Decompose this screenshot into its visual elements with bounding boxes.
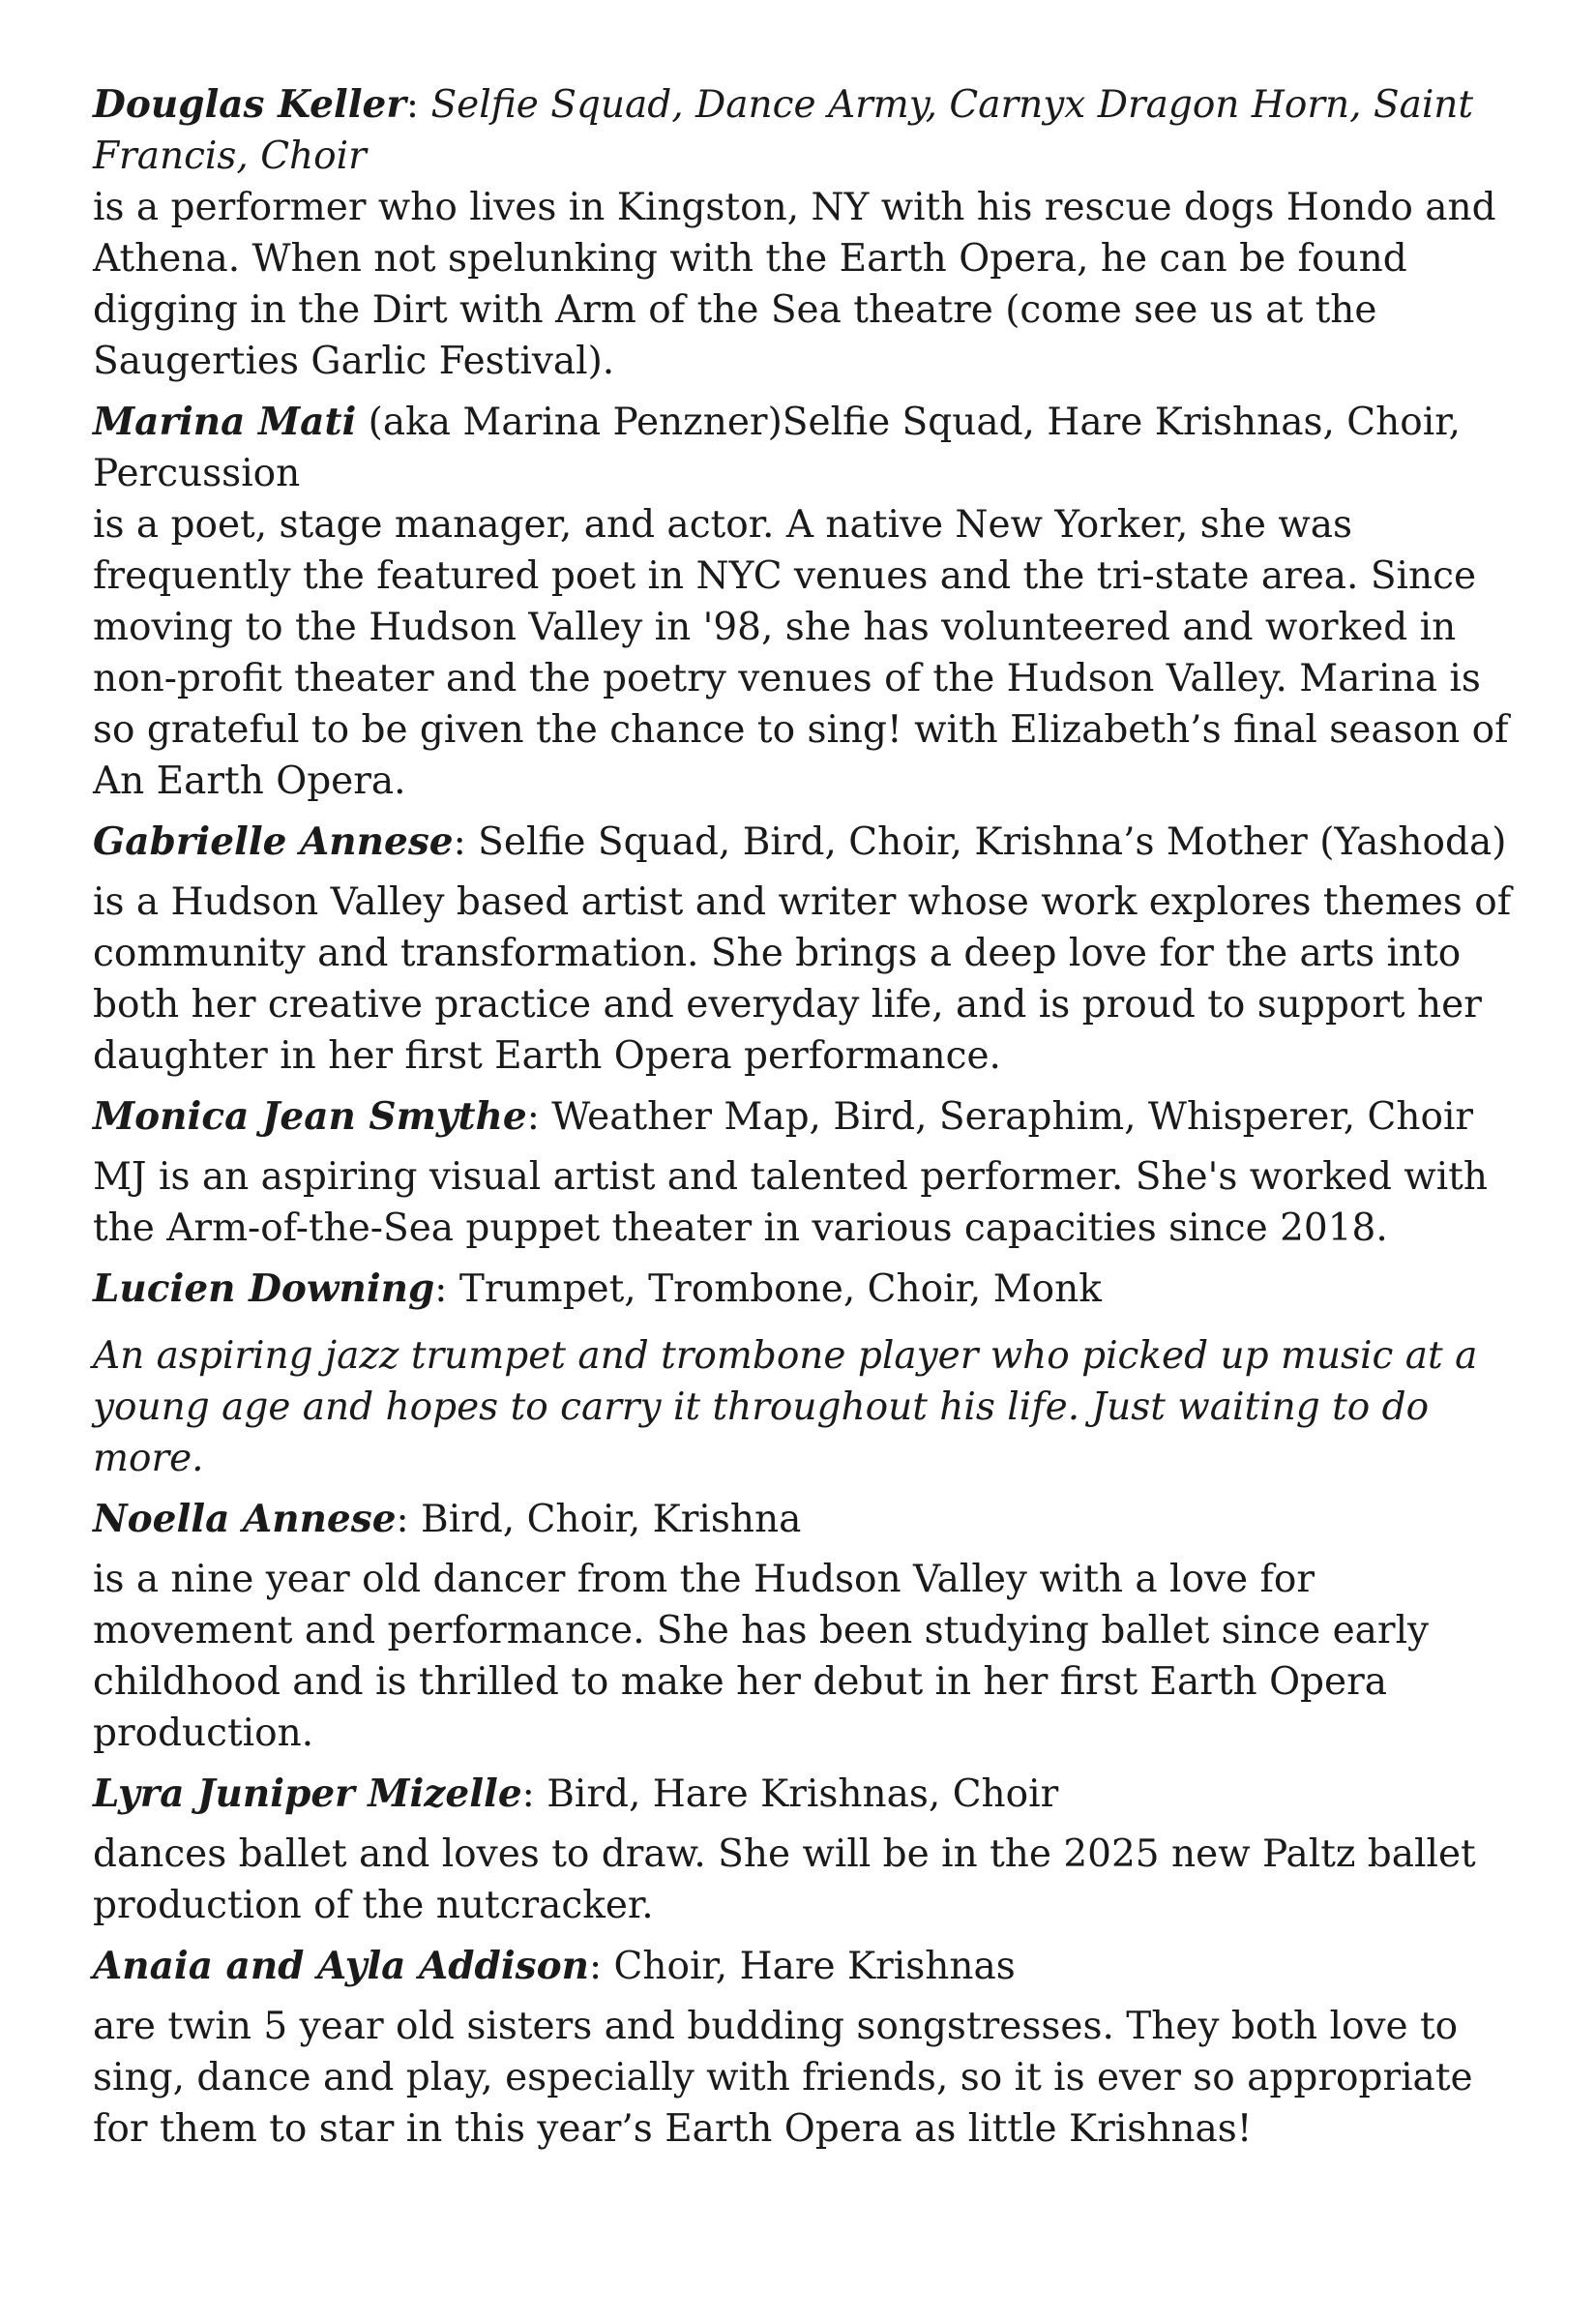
bio-entry-marina-mati — [93, 397, 1515, 807]
separator: : — [396, 1498, 409, 1541]
bio-entry-gabrielle-annese — [93, 817, 1515, 1082]
bio-heading — [93, 79, 1515, 182]
performer-name: Marina Mati — [93, 400, 357, 444]
separator: : — [521, 1772, 535, 1816]
bio-heading — [93, 1769, 1515, 1820]
performer-roles: Bird, Choir, Krishna — [408, 1498, 802, 1541]
bio-heading — [93, 1494, 1515, 1545]
performer-roles: Trumpet, Trombone, Choir, Monk — [447, 1267, 1102, 1311]
performer-name: Noella Annese — [93, 1497, 397, 1541]
bio-heading — [93, 1941, 1515, 1992]
performer-roles: Weather Map, Bird, Seraphim, Whisperer, Choir — [539, 1095, 1474, 1139]
performer-roles: Selfie Squad, Dance Army, Carnyx Dragon Horn, Saint Francis, Choir — [93, 83, 1474, 178]
performer-bio: is a performer who lives in Kingston, NY with his rescue dogs Hondo and Athena. When not spelunking with the Earth Opera, he can be found digging in the Dirt with Arm of the Sea theatre (come see us at the Saugerties Garlic Festival). — [93, 186, 1496, 383]
bio-heading — [93, 1091, 1515, 1143]
performer-bio: dances ballet and loves to draw. She will be in the 2025 new Paltz ballet production of the nutcracker. — [93, 1832, 1476, 1927]
performer-name: Anaia and Ayla Addison — [93, 1944, 589, 1988]
performer-roles: Choir, Hare Krishnas — [602, 1945, 1016, 1988]
performer-bio: is a poet, stage manager, and actor. A native New Yorker, she was frequently the featured poet in NYC venues and the tri-state area. Since moving to the Hudson Valley in '98, she has volunteered and worked in non-profit theater and the poetry venues of the Hudson Valley. Marina is so grateful to be given the chance to sing! with Elizabeth’s final season of An Earth Opera. — [93, 503, 1509, 803]
separator: : — [405, 83, 420, 127]
performer-bio: is a nine year old dancer from the Hudson Valley with a love for movement and performance. She has been studying ballet since early childhood and is thrilled to make her debut in her first Earth Opera production. — [93, 1558, 1430, 1755]
bio-heading — [93, 817, 1515, 868]
bio-heading — [93, 1264, 1515, 1315]
separator: : — [588, 1945, 603, 1988]
performer-roles: Selfie Squad, Bird, Choir, Krishna’s Mother (Yashoda) — [465, 820, 1507, 864]
separator: : — [434, 1267, 448, 1311]
performer-bio: An aspiring jazz trumpet and trombone player who picked up music at a young age and hopes to carry it throughout his life. Just waiting to do more. — [93, 1334, 1478, 1480]
bio-entry-monica-jean-smythe — [93, 1091, 1515, 1254]
bio-entry-anaia-and-ayla-addison — [93, 1941, 1515, 2155]
performer-bio: are twin 5 year old sisters and budding songstresses. They both love to sing, dance and play, especially with friends, so it is ever so appropriate for them to star in this year’s Earth Opera as little Krishnas! — [93, 2005, 1473, 2151]
cast-bios-page — [93, 79, 1515, 2155]
performer-name: Lyra Juniper Mizelle — [93, 1771, 522, 1816]
performer-bio: is a Hudson Valley based artist and writer whose work explores themes of community and transformation. She brings a deep love for the arts into both her creative practice and everyday life, and is proud to support her daughter in her first Earth Opera performance. — [93, 880, 1512, 1078]
bio-entry-noella-annese — [93, 1494, 1515, 1759]
performer-roles: Bird, Hare Krishnas, Choir — [534, 1772, 1059, 1816]
performer-name: Lucien Downing — [93, 1266, 435, 1311]
bio-entry-lucien-downing — [93, 1264, 1515, 1484]
performer-name: Gabrielle Annese — [93, 819, 454, 864]
performer-name: Monica Jean Smythe — [93, 1094, 527, 1139]
bio-entry-douglas-keller — [93, 79, 1515, 387]
performer-name: Douglas Keller — [93, 82, 406, 127]
performer-roles: (aka Marina Penzner)Selfie Squad, Hare Krishnas, Choir, Percussion — [93, 401, 1461, 495]
separator: : — [526, 1095, 540, 1139]
bio-heading — [93, 397, 1515, 499]
performer-bio: MJ is an aspiring visual artist and talented performer. She's worked with the Arm-of-the-Sea puppet theater in various capacities since 2018. — [93, 1155, 1488, 1250]
bio-entry-lyra-juniper-mizelle — [93, 1769, 1515, 1931]
separator: : — [453, 820, 466, 864]
